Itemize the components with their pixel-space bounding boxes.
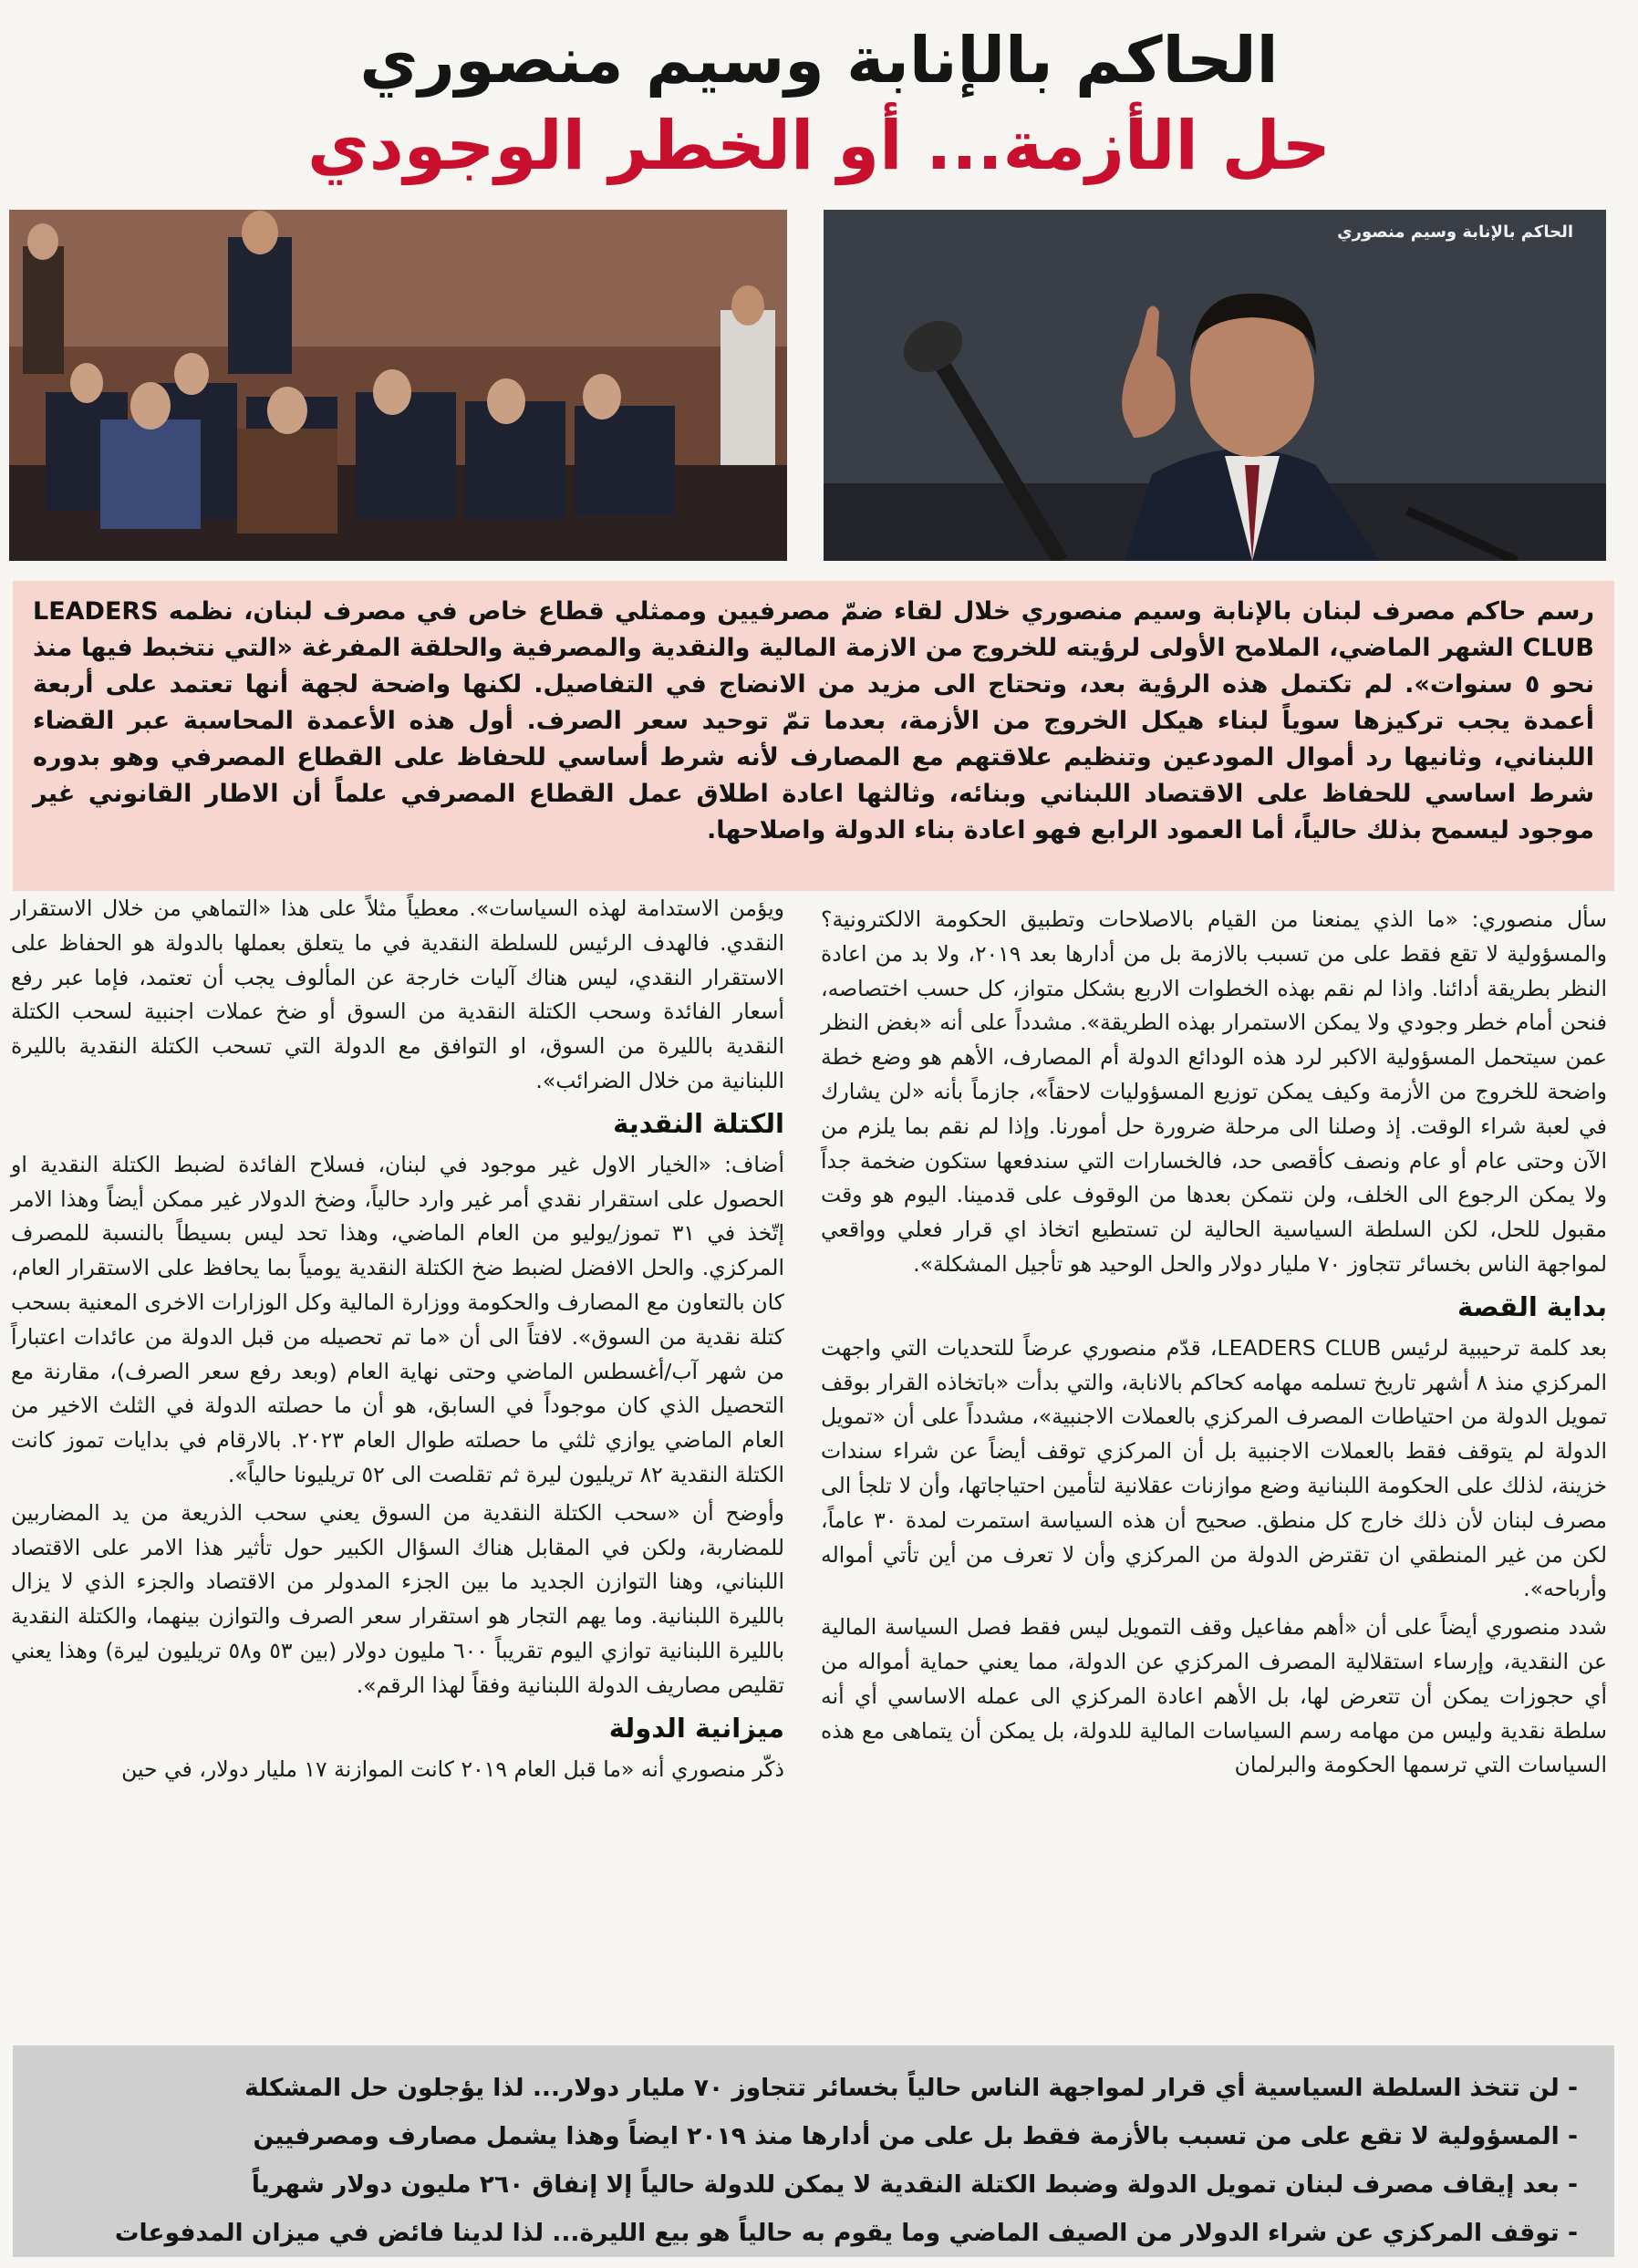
summary-item: - بعد إيقاف مصرف لبنان تمويل الدولة وضبط الكتلة النقدية لا يمكن للدولة حالياً إلا إنفاق ٢٦٠ مليون دولار شهرياً xyxy=(49,2160,1578,2209)
paragraph: ذكّر منصوري أنه «ما قبل العام ٢٠١٩ كانت الموازنة ١٧ مليار دولار، في حين xyxy=(121,1755,784,1782)
article-title: الحاكم بالإنابة وسيم منصوري xyxy=(359,23,1279,98)
column-left xyxy=(11,892,784,1790)
audience-illustration xyxy=(9,210,787,561)
article-subtitle: حل الأزمة... أو الخطر الوجودي xyxy=(306,107,1332,185)
summary-item: - لن تتخذ السلطة السياسية أي قرار لمواجهة الناس حالياً بخسائر تتجاوز ٧٠ مليار دولار... لذا يؤجلون حل المشكلة xyxy=(49,2064,1578,2112)
speaker-illustration xyxy=(824,210,1606,561)
lead-paragraph-box xyxy=(13,581,1614,891)
paragraph: وأوضح أن «سحب الكتلة النقدية من السوق يعني سحب الذريعة من يد المضاربين للمضاربة، ولكن في المقابل هناك السؤال الكبير حول تأثير هذا الامر على الاقتصاد اللبناني، وهنا التوازن الجديد ما بين الجزء المدولر من الاقتصاد والجزء الذي لا يزال بالليرة اللبنانية. وما يهم التجار هو استقرار سعر الصرف والتوازن بينهما، والكتلة النقدية بالليرة اللبنانية توازي اليوم تقريباً ٦٠٠ مليون دولار (بين ٥٣ و٥٨ تريليون ليرة) وهذا يعني تقليص مصاريف الدولة اللبنانية وفقاً لهذا الرقم». xyxy=(11,1499,784,1698)
paragraph: شدد منصوري أيضاً على أن «أهم مفاعيل وقف التمويل ليس فقط فصل السياسة المالية عن النقدية، وإرساء استقلالية المصرف المركزي عن الدولة، مما يعني حماية أمواله من أي حجوزات يمكن أن تتعرض لها، بل الأهم اعادة المركزي الى عمله الاساسي أي أنه سلطة نقدية وليس من مهامه رسم السياسات المالية للدولة، بل يمكن أن يتماهى مع هذه السياسات التي ترسمها الحكومة والبرلمان xyxy=(821,1614,1607,1778)
photo-audience xyxy=(9,210,787,561)
subheading: ميزانية الدولة xyxy=(608,1712,784,1744)
column-right xyxy=(821,903,1607,1786)
paragraph: ويؤمن الاستدامة لهذه السياسات». معطياً مثلاً على هذا «التماهي من خلال الاستقرار النقدي. فالهدف الرئيس للسلطة النقدية في ما يتعلق بعملها بالدولة هو الحفاظ على الاستقرار النقدي، ليس هناك آليات خارجة عن المألوف يجب أن تعتمد، فإما عبر رفع أسعار الفائدة وسحب الكتلة النقدية من السوق أو ضخ عملات اجنبية لسحب الكتلة النقدية بالليرة من السوق، او التوافق مع الدولة التي تسحب الكتلة النقدية بالليرة اللبنانية من خلال الضرائب». xyxy=(11,896,784,1093)
subheading: الكتلة النقدية xyxy=(613,1107,784,1139)
subheading: بداية القصة xyxy=(1457,1290,1607,1322)
paragraph: أضاف: «الخيار الاول غير موجود في لبنان، فسلاح الفائدة لضبط الكتلة النقدية او الحصول على استقرار نقدي أمر غير وارد حالياً، وضخ الدولار غير ممكن أيضاً وهذا الامر إتّخذ في ٣١ تموز/يوليو من العام الماضي، وهذا تحد ليس بسيطاً بالنسبة للمصرف المركزي. والحل الافضل لضبط ضخ الكتلة النقدية يومياً بما يحافظ على الاستقرار العام، كان بالتعاون مع المصارف والحكومة ووزارة المالية وكل الوزارات الاخرى المعنية بسحب كتلة نقدية من السوق». لافتاً الى أن «ما تم تحصيله من قبل الدولة من عائدات اعتباراً من شهر آب/أغسطس الماضي وحتى نهاية العام (وبعد رفع سعر الصرف)، مقارنة مع التحصيل الذي كان موجوداً في السابق، هو أن ما حصلته الدولة في الثلث الاخير من العام الماضي يوازي ثلثي ما حصلته طوال العام ٢٠٢٣. بالارقام في بدايات تموز كانت الكتلة النقدية ٨٢ تريليون ليرة ثم تقلصت الى ٥٢ تريليونا حالياً». xyxy=(11,1151,785,1487)
summary-box xyxy=(13,2045,1614,2257)
photo-caption: الحاكم بالإنابة وسيم منصوري xyxy=(1337,223,1573,242)
headline-block xyxy=(55,18,1583,190)
paragraph: سأل منصوري: «ما الذي يمنعنا من القيام بالاصلاحات وتطبيق الحكومة الالكترونية؟ والمسؤولية لا تقع فقط على من تسبب بالازمة بل من أدارها بعد ٢٠١٩، ولا بد من اعادة النظر بطريقة أدائنا. واذا لم نقم بهذه الخطوات الاربع بشكل متواز، كل حسب اختصاصه، فنحن أمام خطر وجودي ولا يمكن الاستمرار بهذه الطريقة». مشدداً على أنه «بغض النظر عمن سيتحمل المسؤولية الاكبر لرد هذه الودائع الدولة أم المصارف، الأهم هو وضع خطة واضحة للخروج من الأزمة وكيف يمكن توزيع المسؤوليات لاحقاً»، جازماً بأنه «لن يشارك في لعبة شراء الوقت. إذ وصلنا الى مرحلة ضرورة حل أمورنا. وإذا لم نقم بما يلزم من الآن وحتى عام أو عام ونصف كأقصى حد، فالخسارات التي سندفعها ستكون ضخمة جداً ولا يمكن الرجوع الى الخلف، ولن نتمكن بعدها من الوقوف على قدمينا. اليوم هو وقت مقبول للحل، لكن السلطة السياسية الحالية لن تستطيع اتخاذ اي قرار فعلي وواقعي لمواجهة الناس بخسائر تتجاوز ٧٠ مليار دولار والحل الوحيد هو تأجيل المشكلة». xyxy=(821,906,1607,1277)
paragraph: بعد كلمة ترحيبية لرئيس LEADERS CLUB، قدّم منصوري عرضاً للتحديات التي واجهت المركزي منذ ٨ أشهر تاريخ تسلمه مهامه كحاكم بالانابة، والتي بدأت «باتخاذه القرار بوقف تمويل الدولة من احتياطات المصرف المركزي بالعملات الاجنبية»، مشدداً على أن «تمويل الدولة لم يتوقف فقط بالعملات الاجنبية بل أن المركزي توقف أيضاً عن شراء سندات خزينة، لذلك على الحكومة اللبنانية وضع موازنات عقلانية لتأمين احتياجاتها، وأن لا تلجأ الى مصرف لبنان لأن ذلك خارج كل منطق. صحيح أن هذه السياسة استمرت لمدة ٣٠ عاماً، لكن من غير المنطقي ان تقترض الدولة من المركزي وأن لا تعرف من أين تأتي أمواله وأرباحه». xyxy=(821,1334,1608,1602)
lead-paragraph: رسم حاكم مصرف لبنان بالإنابة وسيم منصوري خلال لقاء ضمّ مصرفيين وممثلي قطاع خاص في مصرف لبنان، نظمه LEADERS CLUB الشهر الماضي، الملامح الأولى لرؤيته للخروج من الازمة المالية والنقدية والمصرفية والحلقة المفرغة «التي نتخبط فيها منذ نحو ٥ سنوات». لم تكتمل هذه الرؤية بعد، وتحتاج الى مزيد من الانضاج في التفاصيل. لكنها واضحة لجهة أنها تعتمد على أربعة أعمدة يجب تركيزها سوياً لبناء هيكل الخروج من الأزمة، بعدما تمّ توحيد سعر الصرف. أول هذه الأعمدة المحاسبة عبر القضاء اللبناني، وثانيها رد أموال المودعين وتنظيم علاقتهم مع المصارف لأنه شرط أساسي للحفاظ على القطاع المصرفي وهو بدوره شرط اساسي للحفاظ على الاقتصاد اللبناني وبنائه، وثالثها اعادة اطلاق عمل القطاع المصرفي علماً أن الاطار القانوني غير موجود ليسمح بذلك حالياً، أما العمود الرابع فهو اعادة بناء الدولة واصلاحها. xyxy=(33,597,1594,844)
summary-item: - المسؤولية لا تقع على من تسبب بالأزمة فقط بل على من أدارها منذ ٢٠١٩ ايضاً وهذا يشمل مصارف ومصرفيين xyxy=(49,2112,1578,2160)
photo-speaker xyxy=(824,210,1606,561)
summary-item: - توقف المركزي عن شراء الدولار من الصيف الماضي وما يقوم به حالياً هو بيع الليرة... لذا لدينا فائض في ميزان المدفوعات xyxy=(49,2209,1578,2257)
